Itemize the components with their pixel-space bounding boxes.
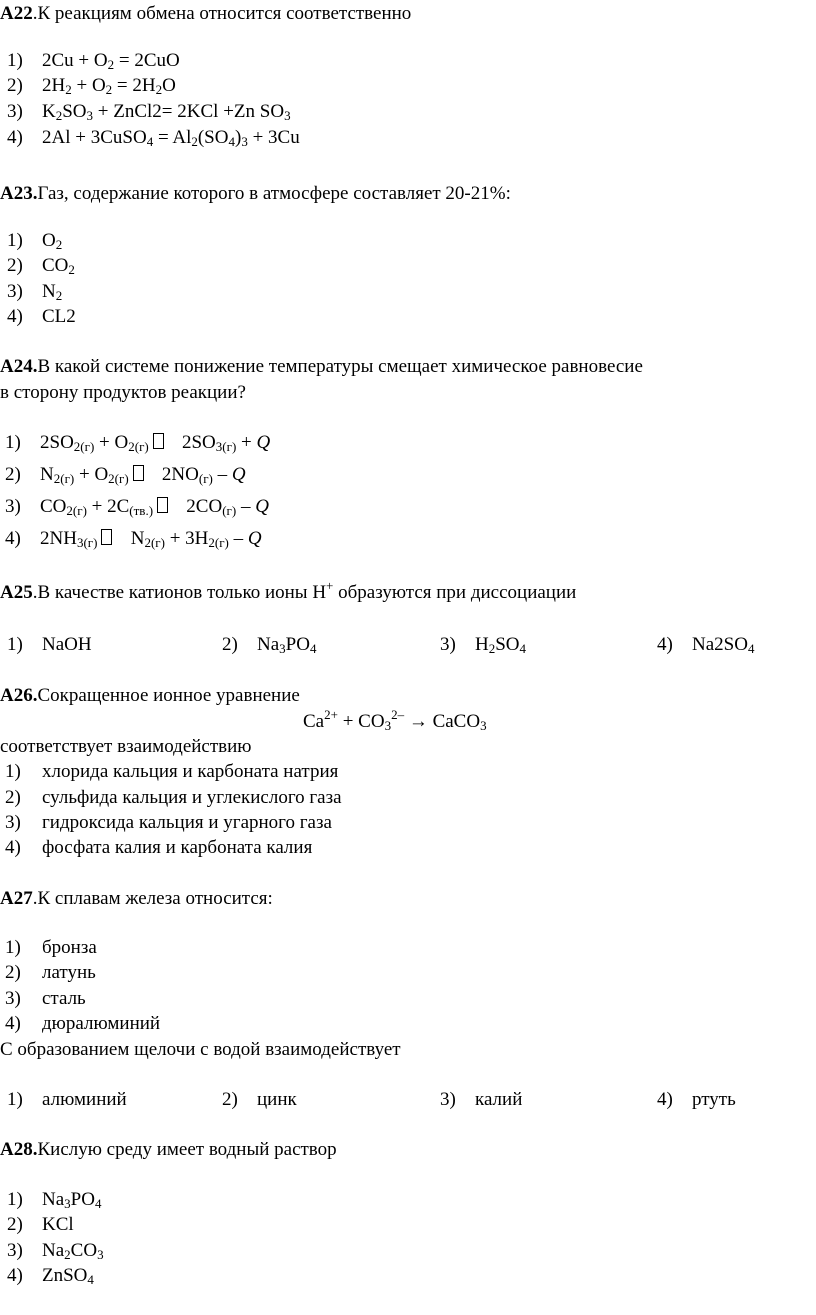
option-a23-4 [7, 306, 76, 328]
option-number: 2) [222, 634, 238, 655]
option-a26-2: 2) сульфида кальция и углекислого газа [5, 787, 342, 808]
question-text: В какой системе понижение температуры смещает химическое равновесие [37, 356, 643, 377]
option-extra-1: 1) алюминий [7, 1089, 127, 1110]
question-text: Газ, содержание которого в атмосфере составляет 20-21%: [37, 183, 511, 204]
question-a27 [0, 888, 273, 910]
question-number: А27 [0, 888, 33, 909]
option-formula: ZnSO$_4$ [42, 1265, 94, 1287]
option-number: 1) [7, 50, 23, 71]
option-formula: $Na2SO_4$ [692, 634, 755, 656]
option-extra-2: 2) цинк [222, 1089, 297, 1110]
question-number: А28. [0, 1139, 38, 1160]
option-number: 4) [5, 528, 21, 549]
option-a25-2 [222, 634, 317, 656]
question-a26 [0, 685, 300, 707]
question-a26-line2: соответствует взаимодействию [0, 736, 252, 757]
option-number: 1) [7, 1189, 23, 1210]
question-number: А26. [0, 685, 38, 706]
option-number: 2) [7, 75, 23, 96]
option-number: 4) [7, 306, 23, 327]
question-text: .К реакциям обмена относится соответственно [32, 3, 412, 24]
option-a28-3 [7, 1240, 104, 1262]
option-formula: $2H_2 + O_2 = 2H_2O$ [42, 75, 176, 97]
option-formula: CL2 [42, 306, 76, 327]
option-a25-1 [7, 634, 92, 656]
option-formula: $O_2$ [42, 230, 63, 252]
option-a22-3 [7, 101, 291, 123]
equilibrium-arrow-icon [157, 497, 168, 513]
option-number: 1) [7, 230, 23, 251]
question-a24 [0, 356, 643, 378]
option-number: 2) [5, 464, 21, 485]
question-number: А25 [0, 582, 33, 603]
question-text: Кислую среду имеет водный раствор [37, 1139, 337, 1160]
option-formula: 2Al + 3CuSO$_4$ = $Al_2(SO_4)_3 + 3Cu$ [42, 127, 300, 149]
option-a26-4: 4) фосфата калия и карбоната калия [5, 837, 313, 858]
option-number: 4) [7, 127, 23, 148]
option-formula: $CO_2$ [42, 255, 75, 277]
ionic-equation: $Ca^{2+} + CO_3^{2-}$ → CaCO$_3$ [303, 707, 487, 733]
question-text: .К сплавам железа относится: [32, 888, 273, 909]
option-a24-4: 4) $2NH_{3(г)}$ $N_{2(г)} + 3H_{2(г)} - Q$ [5, 528, 262, 550]
question-text: .В качестве катионов только ионы Н [32, 582, 327, 603]
equilibrium-arrow-icon [101, 529, 112, 545]
option-a23-2 [7, 255, 75, 277]
option-formula: $N_2$ [42, 281, 63, 303]
option-a24-1: 1) $2SO_{2(г)} + O_{2(г)}$ $2SO_{3(г)} + Q$ [5, 432, 271, 454]
question-number: А23. [0, 183, 38, 204]
option-number: 3) [7, 101, 23, 122]
option-extra-4: 4) ртуть [657, 1089, 736, 1110]
question-a28 [0, 1139, 337, 1161]
option-a23-3 [7, 281, 63, 303]
option-a24-2: 2) $N_{2(г)} + O_{2(г)}$ $2NO_{(г)}$ – Q [5, 464, 246, 486]
option-number: 2) [7, 1214, 23, 1235]
option-formula: $Na_2CO_3$ [42, 1240, 104, 1262]
question-extra: С образованием щелочи с водой взаимодействует [0, 1039, 401, 1060]
option-a27-3: 3) сталь [5, 988, 86, 1009]
option-a27-1: 1) бронза [5, 937, 97, 958]
option-formula: $H_2SO_4$ [475, 634, 527, 656]
question-number: А24. [0, 356, 38, 377]
option-number: 4) [7, 1265, 23, 1286]
option-a28-4 [7, 1265, 94, 1287]
option-extra-3: 3) калий [440, 1089, 523, 1110]
option-formula: $Na_3PO_4$ [257, 634, 317, 656]
option-formula: $Na_3PO_4$ [42, 1189, 102, 1211]
option-formula: NaOH [42, 634, 92, 655]
option-a25-4 [657, 634, 755, 656]
option-a28-2 [7, 1214, 74, 1236]
option-formula: $K_2SO_3$ + ZnCl2= 2KCl +Zn $SO_3$ [42, 101, 291, 123]
option-a26-3: 3) гидроксида кальция и угарного газа [5, 812, 332, 833]
option-formula: KCl [42, 1214, 74, 1235]
option-number: 2) [7, 255, 23, 276]
question-a23 [0, 183, 511, 205]
question-text: Сокращенное ионное уравнение [37, 685, 300, 706]
question-a25: А25.В качестве катионов только ионы Н+ образуются при диссоциации [0, 578, 577, 603]
option-a24-3: 3) $CO_{2(г)} + 2C_{(тв.)}$ $2CO_{(г)}$ – Q [5, 496, 269, 518]
option-a22-4 [7, 127, 300, 149]
option-number: 1) [7, 634, 23, 655]
option-a23-1 [7, 230, 63, 252]
option-formula: $2Cu + O_2 = 2CuO$ [42, 50, 180, 72]
equilibrium-arrow-icon [133, 465, 144, 481]
option-number: 3) [7, 1240, 23, 1261]
option-number: 3) [7, 281, 23, 302]
option-number: 4) [657, 634, 673, 655]
question-a24-line2: в сторону продуктов реакции? [0, 382, 246, 403]
question-a22 [0, 3, 411, 25]
option-a28-1 [7, 1189, 102, 1211]
question-number: А22 [0, 3, 33, 24]
option-a22-1 [7, 50, 180, 72]
option-a27-4: 4) дюралюминий [5, 1013, 161, 1034]
option-a27-2: 2) латунь [5, 962, 96, 983]
option-number: 3) [5, 496, 21, 517]
equilibrium-arrow-icon [153, 433, 164, 449]
option-a25-3 [440, 634, 527, 656]
option-a22-2 [7, 75, 176, 97]
option-number: 3) [440, 634, 456, 655]
option-number: 1) [5, 432, 21, 453]
option-a26-1: 1) хлорида кальция и карбоната натрия [5, 761, 339, 782]
